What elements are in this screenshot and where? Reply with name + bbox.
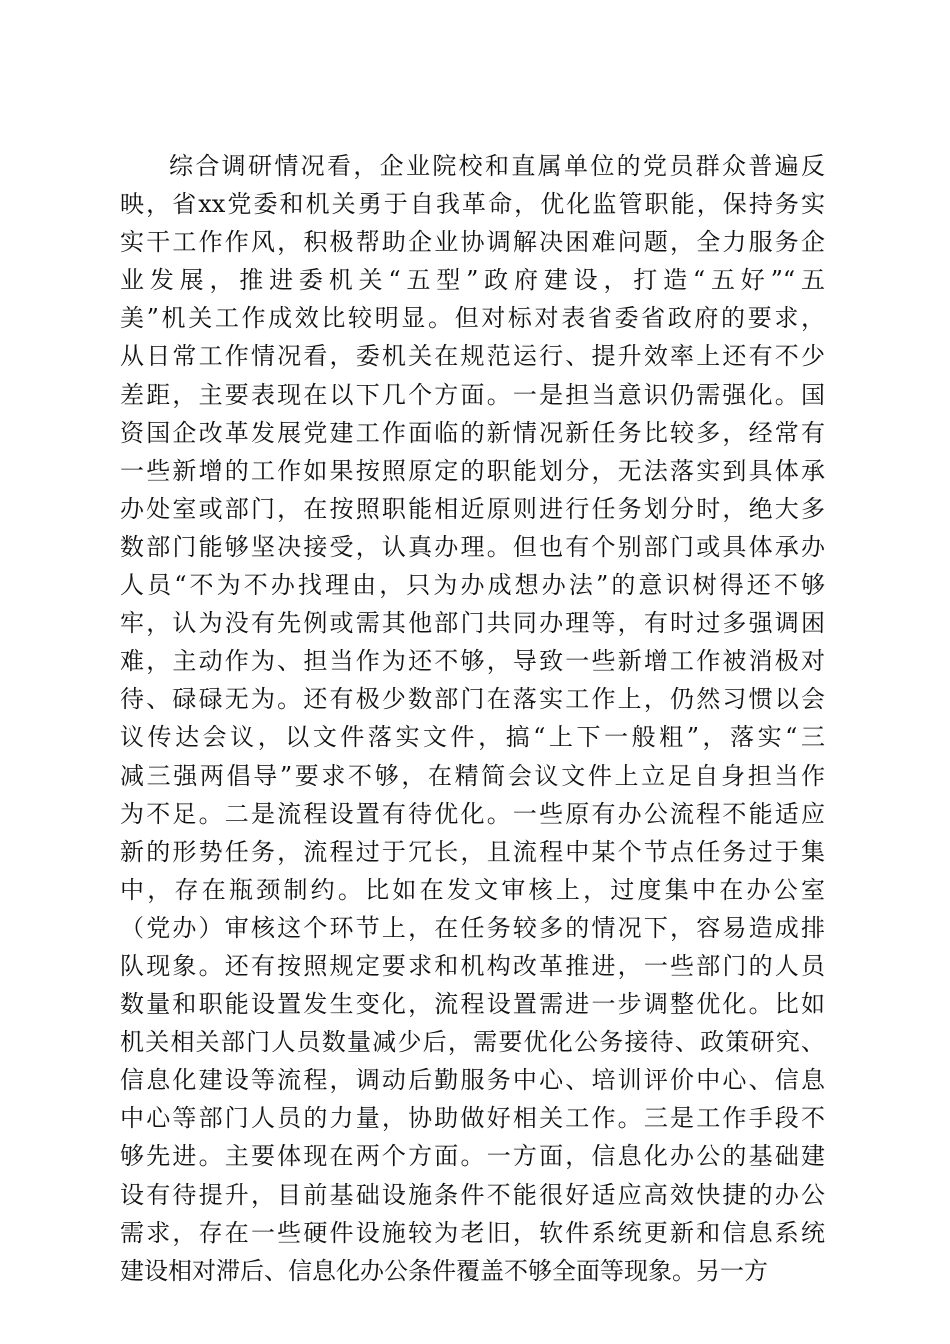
text-line: 设有待提升，目前基础设施条件不能很好适应高效快捷的办公 xyxy=(120,1180,825,1209)
text-line: 信息化建设等流程，调动后勤服务中心、培训评价中心、信息 xyxy=(120,1066,825,1095)
text-line: 数量和职能设置发生变化，流程设置需进一步调整优化。比如 xyxy=(120,990,825,1019)
text-line: 牢，认为没有先例或需其他部门共同办理等，有时过多强调困 xyxy=(120,609,825,638)
text-line: 一些新增的工作如果按照原定的职能划分，无法落实到具体承 xyxy=(120,456,825,485)
text-line: 美”机关工作成效比较明显。但对标对表省委省政府的要求， xyxy=(120,304,825,333)
text-line: 议传达会议，以文件落实文件，搞“上下一般粗”，落实“三 xyxy=(120,723,825,752)
text-line: 映，省xx党委和机关勇于自我革命，优化监管职能，保持务实 xyxy=(120,190,825,219)
text-line: 综合调研情况看，企业院校和直属单位的党员群众普遍反 xyxy=(169,152,825,180)
text-line: 从日常工作情况看，委机关在规范运行、提升效率上还有不少 xyxy=(120,342,825,371)
text-line: 待、碌碌无为。还有极少数部门在落实工作上，仍然习惯以会 xyxy=(120,685,825,714)
text-line: 差距，主要表现在以下几个方面。一是担当意识仍需强化。国 xyxy=(120,380,825,409)
text-line: 机关相关部门人员数量减少后，需要优化公务接待、政策研究、 xyxy=(120,1028,825,1057)
text-line: 为不足。二是流程设置有待优化。一些原有办公流程不能适应 xyxy=(120,799,825,828)
text-line: 建设相对滞后、信息化办公条件覆盖不够全面等现象。另一方 xyxy=(120,1256,768,1285)
text-line: 需求，存在一些硬件设施较为老旧，软件系统更新和信息系统 xyxy=(120,1218,825,1247)
text-line: 够先进。主要体现在两个方面。一方面，信息化办公的基础建 xyxy=(120,1142,825,1171)
text-line: 办处室或部门，在按照职能相近原则进行任务划分时，绝大多 xyxy=(120,494,825,523)
text-line: 难，主动作为、担当作为还不够，导致一些新增工作被消极对 xyxy=(120,647,825,676)
text-line: 中，存在瓶颈制约。比如在发文审核上，过度集中在办公室 xyxy=(120,875,825,904)
text-line: 业发展，推进委机关“五型”政府建设，打造“五好”“五 xyxy=(120,266,825,295)
text-line: （党办）审核这个环节上，在任务较多的情况下，容易造成排 xyxy=(120,913,825,942)
text-line: 人员“不为不办找理由，只为办成想办法”的意识树得还不够 xyxy=(120,571,825,600)
text-line: 实干工作作风，积极帮助企业协调解决困难问题，全力服务企 xyxy=(120,228,825,257)
text-line: 队现象。还有按照规定要求和机构改革推进，一些部门的人员 xyxy=(120,951,825,980)
text-line: 减三强两倡导”要求不够，在精简会议文件上立足自身担当作 xyxy=(120,761,825,790)
text-line: 新的形势任务，流程过于冗长，且流程中某个节点任务过于集 xyxy=(120,837,825,866)
text-line: 中心等部门人员的力量，协助做好相关工作。三是工作手段不 xyxy=(120,1104,825,1133)
text-line: 资国企改革发展党建工作面临的新情况新任务比较多，经常有 xyxy=(120,418,825,447)
text-line: 数部门能够坚决接受，认真办理。但也有个别部门或具体承办 xyxy=(120,532,825,561)
body-paragraph xyxy=(120,147,825,1290)
